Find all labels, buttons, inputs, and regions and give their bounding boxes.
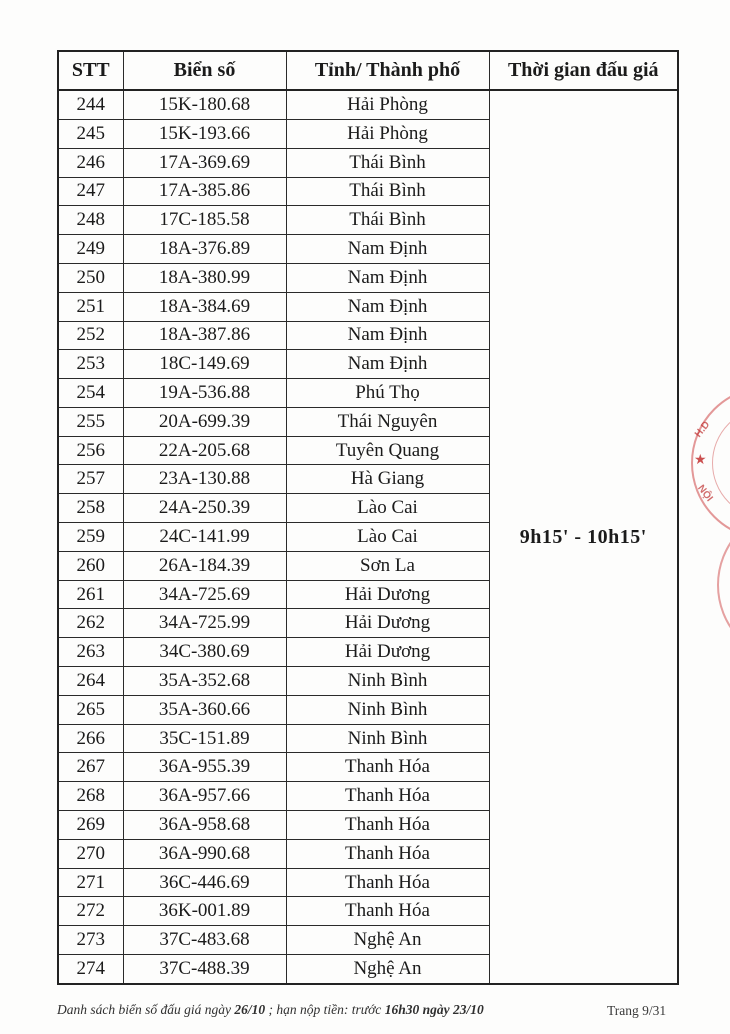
stt-cell: 263 — [58, 638, 123, 667]
stt-cell: 266 — [58, 724, 123, 753]
province-cell: Nam Định — [286, 235, 489, 264]
plate-cell: 36C-446.69 — [123, 868, 286, 897]
province-cell: Hải Phòng — [286, 119, 489, 148]
footer-note-prefix: Danh sách biển số đấu giá ngày — [57, 1002, 235, 1017]
province-cell: Thanh Hóa — [286, 811, 489, 840]
stt-cell: 267 — [58, 753, 123, 782]
stt-cell: 257 — [58, 465, 123, 494]
plate-cell: 35A-360.66 — [123, 695, 286, 724]
plate-cell: 22A-205.68 — [123, 436, 286, 465]
province-cell: Lào Cai — [286, 494, 489, 523]
stt-cell: 269 — [58, 811, 123, 840]
province-cell: Hải Dương — [286, 638, 489, 667]
plate-cell: 18C-149.69 — [123, 350, 286, 379]
stt-cell: 248 — [58, 206, 123, 235]
plate-cell: 36A-958.68 — [123, 811, 286, 840]
plate-cell: 35C-151.89 — [123, 724, 286, 753]
province-cell: Hải Dương — [286, 580, 489, 609]
stt-cell: 250 — [58, 263, 123, 292]
province-cell: Sơn La — [286, 551, 489, 580]
col-header-auction-time: Thời gian đấu giá — [489, 51, 678, 90]
province-cell: Ninh Bình — [286, 667, 489, 696]
stt-cell: 246 — [58, 148, 123, 177]
plate-cell: 18A-376.89 — [123, 235, 286, 264]
col-header-province: Tỉnh/ Thành phố — [286, 51, 489, 90]
stt-cell: 260 — [58, 551, 123, 580]
province-cell: Lào Cai — [286, 523, 489, 552]
province-cell: Tuyên Quang — [286, 436, 489, 465]
stt-cell: 264 — [58, 667, 123, 696]
stt-cell: 273 — [58, 926, 123, 955]
plate-cell: 24C-141.99 — [123, 523, 286, 552]
plate-cell: 36K-001.89 — [123, 897, 286, 926]
province-cell: Hải Phòng — [286, 90, 489, 119]
plate-cell: 17C-185.58 — [123, 206, 286, 235]
red-seal-text-top: H.D — [692, 419, 713, 440]
plate-cell: 17A-369.69 — [123, 148, 286, 177]
table-header — [58, 51, 678, 90]
auction-time-cell: 9h15' - 10h15' — [489, 90, 678, 984]
plate-cell: 36A-990.68 — [123, 839, 286, 868]
stt-cell: 274 — [58, 955, 123, 984]
plate-cell: 35A-352.68 — [123, 667, 286, 696]
table-row — [58, 90, 678, 119]
stt-cell: 249 — [58, 235, 123, 264]
province-cell: Thanh Hóa — [286, 753, 489, 782]
stt-cell: 272 — [58, 897, 123, 926]
stt-cell: 259 — [58, 523, 123, 552]
auction-plate-table — [57, 50, 679, 985]
province-cell: Thái Bình — [286, 177, 489, 206]
province-cell: Phú Thọ — [286, 379, 489, 408]
stt-cell: 265 — [58, 695, 123, 724]
province-cell: Hải Dương — [286, 609, 489, 638]
province-cell: Ninh Bình — [286, 724, 489, 753]
stt-cell: 268 — [58, 782, 123, 811]
province-cell: Thái Nguyên — [286, 407, 489, 436]
plate-cell: 18A-380.99 — [123, 263, 286, 292]
province-cell: Nam Định — [286, 350, 489, 379]
plate-cell: 19A-536.88 — [123, 379, 286, 408]
header-row — [58, 51, 678, 90]
stt-cell: 261 — [58, 580, 123, 609]
province-cell: Thanh Hóa — [286, 839, 489, 868]
plate-cell: 18A-387.86 — [123, 321, 286, 350]
stt-cell: 244 — [58, 90, 123, 119]
plate-cell: 34A-725.69 — [123, 580, 286, 609]
col-header-plate: Biển số — [123, 51, 286, 90]
stt-cell: 253 — [58, 350, 123, 379]
stt-cell: 258 — [58, 494, 123, 523]
plate-cell: 17A-385.86 — [123, 177, 286, 206]
plate-cell: 34C-380.69 — [123, 638, 286, 667]
province-cell: Nam Định — [286, 292, 489, 321]
stt-cell: 271 — [58, 868, 123, 897]
stt-cell: 245 — [58, 119, 123, 148]
stt-cell: 252 — [58, 321, 123, 350]
plate-cell: 15K-193.66 — [123, 119, 286, 148]
province-cell: Nam Định — [286, 321, 489, 350]
footer-payment-deadline: 16h30 ngày 23/10 — [384, 1002, 484, 1017]
plate-cell: 36A-957.66 — [123, 782, 286, 811]
plate-cell: 36A-955.39 — [123, 753, 286, 782]
plate-cell: 26A-184.39 — [123, 551, 286, 580]
province-cell: Hà Giang — [286, 465, 489, 494]
province-cell: Thanh Hóa — [286, 868, 489, 897]
province-cell: Thanh Hóa — [286, 782, 489, 811]
footer-auction-date: 26/10 — [234, 1002, 266, 1017]
red-seal-lower-arc — [717, 507, 730, 663]
stt-cell: 251 — [58, 292, 123, 321]
table-body — [58, 90, 678, 984]
plate-cell: 34A-725.99 — [123, 609, 286, 638]
province-cell: Thái Bình — [286, 206, 489, 235]
plate-cell: 37C-488.39 — [123, 955, 286, 984]
red-seal-text-bottom: NỘI — [695, 483, 715, 504]
plate-cell: 37C-483.68 — [123, 926, 286, 955]
plate-cell: 24A-250.39 — [123, 494, 286, 523]
province-cell: Nghệ An — [286, 955, 489, 984]
plate-cell: 20A-699.39 — [123, 407, 286, 436]
stt-cell: 254 — [58, 379, 123, 408]
plate-cell: 18A-384.69 — [123, 292, 286, 321]
stt-cell: 270 — [58, 839, 123, 868]
plate-cell: 15K-180.68 — [123, 90, 286, 119]
col-header-stt: STT — [58, 51, 123, 90]
red-seal-star-icon: ★ — [694, 452, 707, 468]
province-cell: Thái Bình — [286, 148, 489, 177]
stt-cell: 256 — [58, 436, 123, 465]
stt-cell: 255 — [58, 407, 123, 436]
plate-cell: 23A-130.88 — [123, 465, 286, 494]
page-number: Trang 9/31 — [607, 1003, 667, 1018]
province-cell: Nam Định — [286, 263, 489, 292]
province-cell: Nghệ An — [286, 926, 489, 955]
stt-cell: 247 — [58, 177, 123, 206]
province-cell: Ninh Bình — [286, 695, 489, 724]
province-cell: Thanh Hóa — [286, 897, 489, 926]
stt-cell: 262 — [58, 609, 123, 638]
footer-note — [57, 1002, 484, 1018]
footer-note-middle: ; hạn nộp tiền: trước — [265, 1002, 385, 1017]
